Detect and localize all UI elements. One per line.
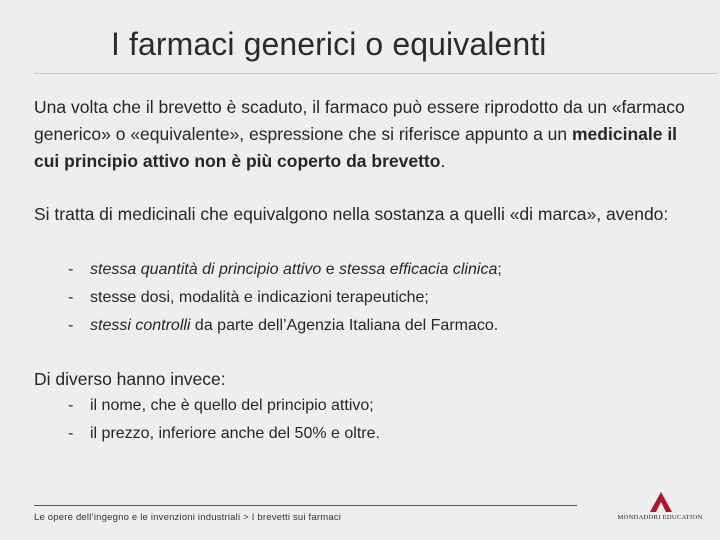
dash-marker: - [68, 397, 74, 414]
dash-marker: - [68, 317, 74, 334]
list-item [68, 392, 380, 420]
list-item-text: il prezzo, inferiore anche del 50% e oltre. [90, 425, 380, 442]
mondadori-a-logo-icon [650, 492, 672, 512]
list-item [68, 420, 380, 448]
title-divider [34, 73, 717, 74]
footer-breadcrumb: Le opere dell’ingegno e le invenzioni industriali > I brevetti sui farmaci [34, 512, 342, 523]
bullet-list-1 [68, 256, 502, 340]
logo-text: MONDADORI EDUCATION [617, 514, 703, 521]
dash-marker: - [68, 261, 74, 278]
list-item-text-b: ; [497, 261, 502, 278]
dash-marker: - [68, 289, 74, 306]
list-item-italic-b: stessa efficacia clinica [339, 261, 498, 278]
list-item [68, 256, 502, 284]
bullet-list-2 [68, 392, 380, 448]
list-item-text: il nome, che è quello del principio attivo; [90, 397, 374, 414]
paragraph-1 [34, 94, 704, 175]
paragraph-1-text-a: Una volta che il brevetto è scaduto, il farmaco può essere riprodotto da un «farmaco generico» o «equivalente», espressione che si riferisce appunto a un [34, 97, 685, 144]
paragraph-1-bold: medicinale il cui principio attivo non è più coperto da brevetto [34, 124, 678, 171]
list-item-text-a: e [321, 261, 340, 278]
list-item-text-a: da parte dell’Agenzia Italiana del Farmaco. [190, 317, 499, 334]
list-item [68, 284, 502, 312]
list-item [68, 312, 502, 340]
footer-divider [34, 505, 577, 506]
paragraph-1-text-b: . [440, 151, 446, 171]
paragraph-2: Si tratta di medicinali che equivalgono nella sostanza a quelli «di marca», avendo: [34, 204, 669, 224]
list-item-italic-a: stessi controlli [90, 317, 191, 334]
slide-title: I farmaci generici o equivalenti [111, 26, 547, 62]
publisher-logo [610, 492, 710, 526]
paragraph-3: Di diverso hanno invece: [34, 369, 226, 389]
list-item-text: stesse dosi, modalità e indicazioni terapeutiche; [90, 289, 429, 306]
list-item-italic-a: stessa quantità di principio attivo [90, 261, 322, 278]
dash-marker: - [68, 425, 74, 442]
